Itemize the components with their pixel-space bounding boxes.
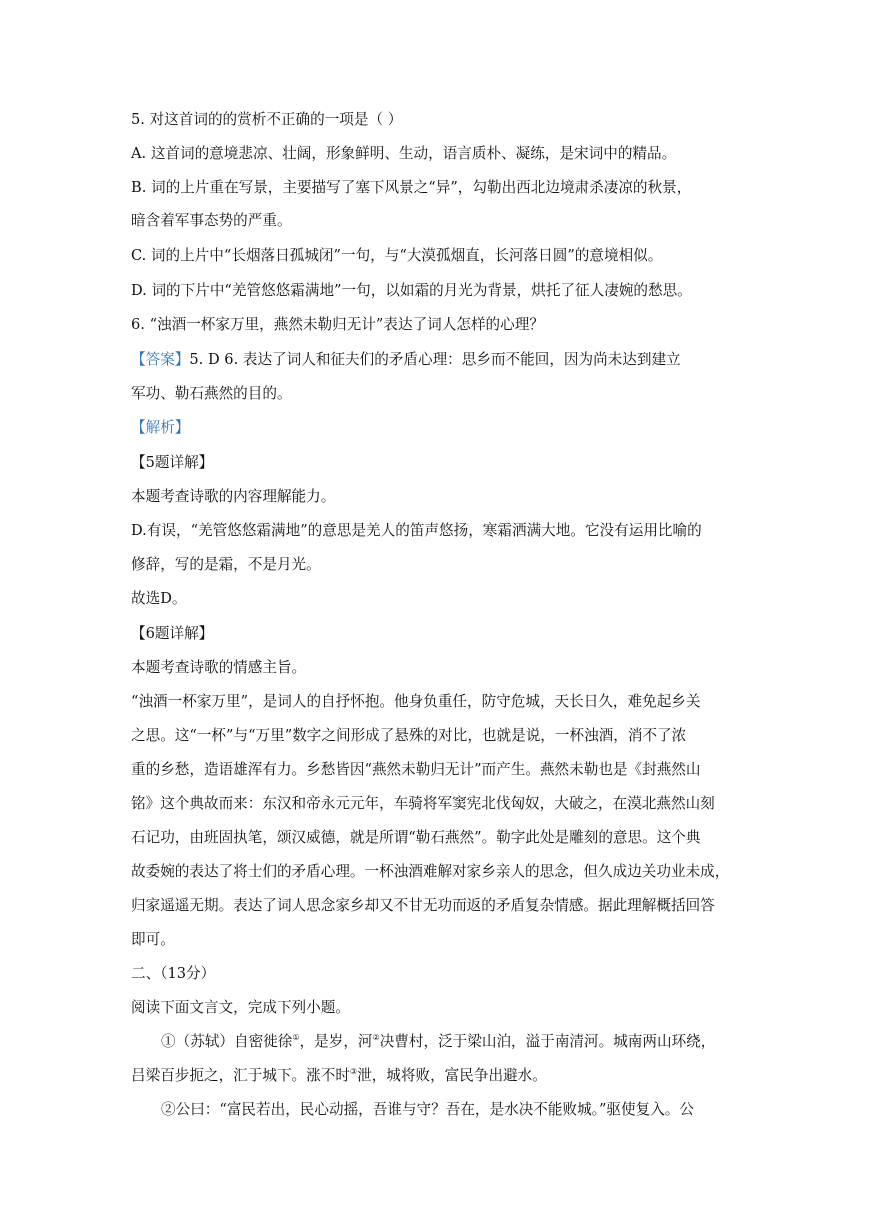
passage-paragraph-1: ①（苏轼）自密徙徐①，是岁，河②决曹村，泛于梁山泊，溢于南清河。城南两山环绕， <box>161 1033 716 1050</box>
q6-stem: 6. “浊酒一杯家万里，燕然未勒归无计”表达了词人怎样的心理？ <box>131 316 544 333</box>
q5-detail-text: D.有误，“羌管悠悠霜满地”的意思是羌人的笛声悠扬，寒霜洒满大地。它没有运用比喻的 <box>131 522 702 539</box>
q6-analysis-line: 即可。 <box>131 931 175 948</box>
q5-option-b-line2: 暗含着军事态势的严重。 <box>131 212 292 229</box>
footnote-marker: ③ <box>349 1067 358 1077</box>
q6-detail-text: 本题考查诗歌的情感主旨。 <box>131 659 307 676</box>
answer-line2: 军功、勒石燕然的目的。 <box>131 385 292 402</box>
passage-paragraph-1-cont: 吕梁百步扼之，汇于城下。涨不时③泄，城将败，富民争出避水。 <box>131 1067 547 1084</box>
q5-detail-heading: 【5题详解】 <box>131 454 214 471</box>
analysis-label: 【解析】 <box>131 419 190 436</box>
q6-analysis-line: 石记功，由班固执笔，颂汉威德，就是所谓“勒石燕然”。勒字此处是雕刻的意思。这个典 <box>131 829 701 846</box>
q6-analysis-line: “浊酒一杯家万里”，是词人的自抒怀抱。他身负重任，防守危城，天长日久，难免起乡关 <box>131 693 701 710</box>
section-heading: 二、（13分） <box>131 965 216 982</box>
q5-option-a: A. 这首词的意境悲凉、壮阔，形象鲜明、生动，语言质朴、凝练，是宋词中的精品。 <box>131 145 677 162</box>
q5-detail-text: 修辞，写的是霜，不是月光。 <box>131 556 321 573</box>
q6-analysis-line: 铭》这个典故而来：东汉和帝永元元年，车骑将军窦宪北伐匈奴，大破之，在漠北燕然山刻 <box>131 795 715 812</box>
q5-option-c: C. 词的上片中“长烟落日孤城闭”一句，与“大漠孤烟直，长河落日圆”的意境相似。 <box>131 247 663 264</box>
answer-label: 【答案】 <box>131 351 190 368</box>
q5-stem: 5. 对这首词的的赏析不正确的一项是（ ） <box>131 111 403 128</box>
q6-analysis-line: 之思。这“一杯”与“万里”数字之间形成了悬殊的对比，也就是说，一杯浊酒，消不了浓 <box>131 727 687 744</box>
passage-paragraph-2: ②公曰：“富民若出，民心动摇，吾谁与守？吾在，是水决不能败城。”驱使复入。公 <box>161 1101 694 1118</box>
footnote-marker: ② <box>372 1033 380 1043</box>
q6-detail-heading: 【6题详解】 <box>131 625 214 642</box>
footnote-marker: ① <box>292 1033 300 1043</box>
section-intro: 阅读下面文言文，完成下列小题。 <box>131 999 350 1016</box>
q5-detail-text: 本题考查诗歌的内容理解能力。 <box>131 488 336 505</box>
answer-line1 <box>131 350 681 370</box>
q5-detail-text: 故选D。 <box>131 590 187 607</box>
q5-option-b-line1: B. 词的上片重在写景，主要描写了塞下风景之“异”，勾勒出西北边境肃杀凄凉的秋景， <box>131 179 692 196</box>
q5-option-d: D. 词的下片中“羌管悠悠霜满地”一句，以如霜的月光为背景，烘托了征人凄婉的愁思。 <box>131 282 692 299</box>
q6-analysis-line: 故委婉的表达了将士们的矛盾心理。一杯浊酒难解对家乡亲人的思念，但久成边关功业未成， <box>131 863 730 880</box>
answer-text: 5. D 6. 表达了词人和征夫们的矛盾心理：思乡而不能回，因为尚未达到建立 <box>189 351 681 368</box>
q6-analysis-line: 归家遥遥无期。表达了词人思念家乡却又不甘无功而返的矛盾复杂情感。据此理解概括回答 <box>131 897 715 914</box>
q6-analysis-line: 重的乡愁，造语雄浑有力。乡愁皆因“燕然未勒归无计”而产生。燕然未勒也是《封燕然山 <box>131 761 701 778</box>
